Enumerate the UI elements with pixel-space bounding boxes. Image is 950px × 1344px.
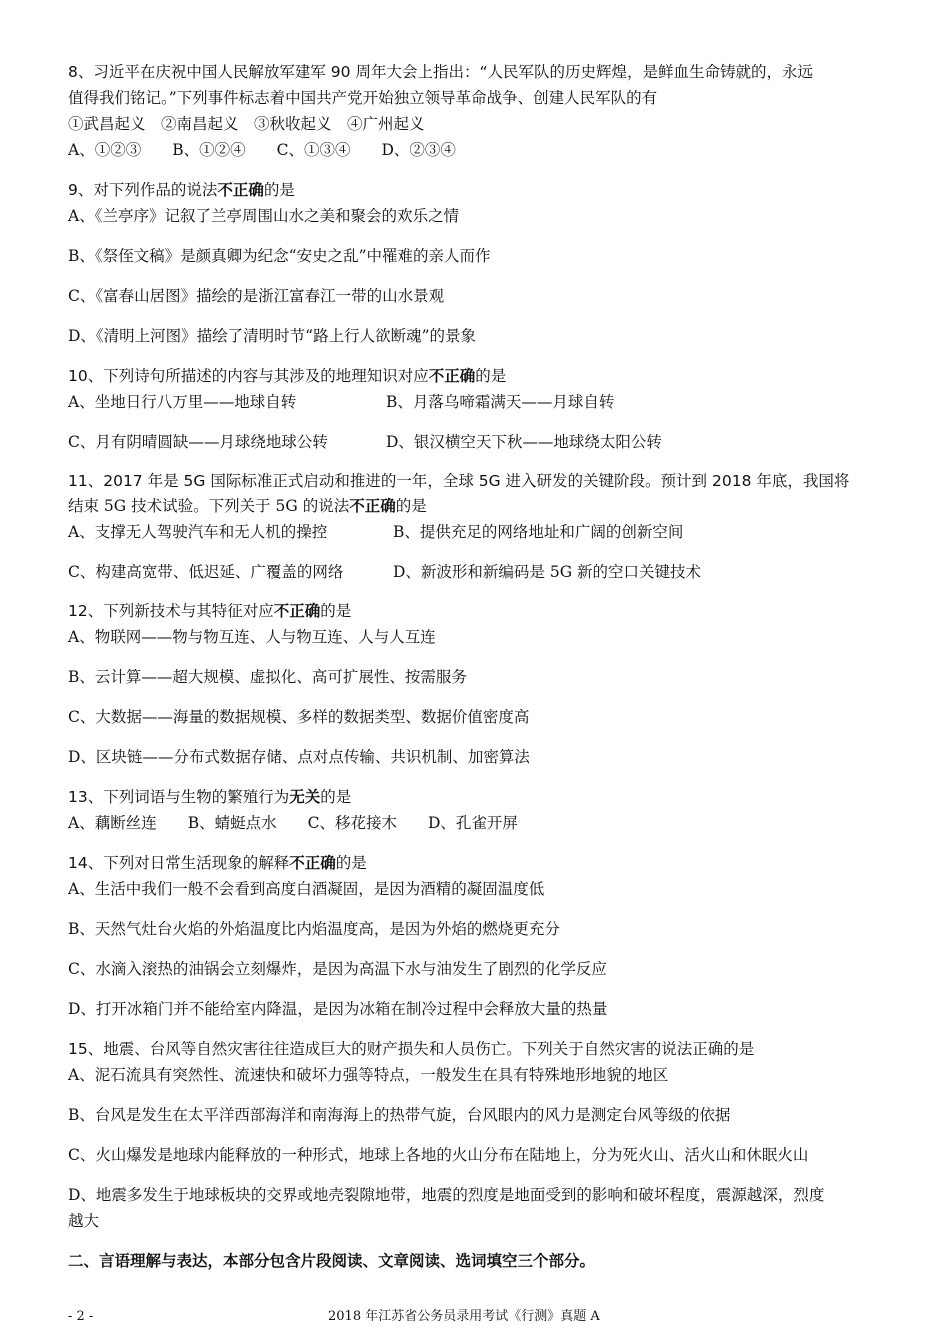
q9-stem-a: 9、对下列作品的说法: [68, 181, 218, 199]
q9-stem-emphasis: 不正确: [217, 181, 264, 199]
q11-option-b: B、提供充足的网络地址和广阔的创新空间: [393, 523, 684, 541]
q10-option-d: D、银汉横空天下秋——地球绕太阳公转: [386, 433, 662, 451]
q12-option-a: A、物联网——物与物互连、人与物互连、人与人互连: [68, 628, 436, 646]
q10-stem-a: 10、下列诗句所描述的内容与其涉及的地理知识对应: [68, 367, 429, 385]
q13-stem-b: 的是: [320, 788, 352, 806]
q14-option-c: C、水滴入滚热的油锅会立刻爆炸，是因为高温下水与油发生了剧烈的化学反应: [68, 960, 607, 978]
q9-stem-b: 的是: [263, 181, 295, 199]
q15-option-a: A、泥石流具有突然性、流速快和破坏力强等特点，一般发生在具有特殊地形地貌的地区: [68, 1066, 669, 1084]
q15-option-b: B、台风是发生在太平洋西部海洋和南海海上的热带气旋，台风眼内的风力是测定台风等级的依据: [68, 1106, 731, 1124]
q10-stem-emphasis: 不正确: [428, 367, 476, 385]
q10-option-b: B、月落乌啼霜满天——月球自转: [386, 393, 615, 411]
q11-stem-emphasis: 不正确: [349, 496, 396, 515]
q9-option-b: B、《祭侄文稿》是颜真卿为纪念“安史之乱”中罹难的亲人而作: [68, 247, 491, 265]
q12-stem-emphasis: 不正确: [273, 602, 321, 620]
q13-stem-a: 13、下列词语与生物的繁殖行为: [68, 788, 290, 806]
q8-stem-line2: 值得我们铭记。”下列事件标志着中国共产党开始独立领导革命战争、创建人民军队的有: [68, 89, 658, 107]
q12-option-b: B、云计算——超大规模、虚拟化、高可扩展性、按需服务: [68, 668, 467, 686]
q10-option-c: C、月有阴晴圆缺——月球绕地球公转: [68, 433, 328, 451]
q13-stem-emphasis: 无关: [289, 788, 321, 806]
q9-option-a: A、《兰亭序》记叙了兰亭周围山水之美和聚会的欢乐之情: [68, 207, 459, 225]
q11-option-d: D、新波形和新编码是 5G 新的空口关键技术: [393, 563, 702, 581]
q15-stem: 15、地震、台风等自然灾害往往造成巨大的财产损失和人员伤亡。下列关于自然灾害的说法正确的是: [68, 1040, 755, 1058]
q8-stem-line1: 8、习近平在庆祝中国人民解放军建军 90 周年大会上指出：“人民军队的历史辉煌，是鲜血生命铸就的，永远: [68, 63, 813, 81]
q8-items: ①武昌起义 ②南昌起义 ③秋收起义 ④广州起义: [68, 115, 425, 133]
q12-stem-a: 12、下列新技术与其特征对应: [68, 602, 274, 620]
q14-option-b: B、天然气灶台火焰的外焰温度比内焰温度高，是因为外焰的燃烧更充分: [68, 920, 560, 938]
q11-stem-a: 结束 5G 技术试验。下列关于 5G 的说法: [68, 497, 350, 515]
q11-stem-line2: [68, 496, 427, 516]
q9-option-c: C、《富春山居图》描绘的是浙江富春江一带的山水景观: [68, 287, 445, 305]
q14-stem-b: 的是: [335, 854, 367, 872]
q14-stem: [68, 853, 367, 873]
q12-stem: [68, 601, 351, 621]
page-number: - 2 -: [68, 1309, 94, 1324]
q11-option-a: A、支撑无人驾驶汽车和无人机的操控: [68, 523, 328, 541]
footer-title: 2018 年江苏省公务员录用考试《行测》真题 A: [328, 1309, 600, 1324]
q10-option-a: A、坐地日行八万里——地球自转: [68, 393, 297, 411]
q11-stem-line1: 11、2017 年是 5G 国际标准正式启动和推进的一年，全球 5G 进入研发的关键阶段。预计到 2018 年底，我国将: [68, 472, 850, 490]
q11-option-c: C、构建高宽带、低迟延、广覆盖的网络: [68, 563, 344, 581]
q9-stem: [68, 180, 295, 200]
q12-option-c: C、大数据——海量的数据规模、多样的数据类型、数据价值密度高: [68, 708, 530, 726]
q13-stem: [68, 787, 351, 807]
q8-options: A、①②③ B、①②④ C、①③④ D、②③④: [68, 141, 456, 159]
q15-option-d-line2: 越大: [68, 1212, 100, 1230]
section-heading: 二、言语理解与表达，本部分包含片段阅读、文章阅读、选词填空三个部分。: [68, 1252, 596, 1270]
q13-options: A、藕断丝连 B、蜻蜓点水 C、移花接木 D、孔雀开屏: [68, 814, 518, 832]
q12-stem-b: 的是: [320, 602, 352, 620]
q15-option-d-line1: D、地震多发生于地球板块的交界或地壳裂隙地带，地震的烈度是地面受到的影响和破坏程度，震源越深，烈度: [68, 1186, 825, 1204]
q14-option-a: A、生活中我们一般不会看到高度白酒凝固，是因为酒精的凝固温度低: [68, 880, 545, 898]
q14-stem-a: 14、下列对日常生活现象的解释: [68, 854, 290, 872]
q9-option-d: D、《清明上河图》描绘了清明时节“路上行人欲断魂”的景象: [68, 327, 477, 345]
q10-stem-b: 的是: [475, 367, 507, 385]
q12-option-d: D、区块链——分布式数据存储、点对点传输、共识机制、加密算法: [68, 748, 530, 766]
q10-stem: [68, 366, 506, 386]
q14-stem-emphasis: 不正确: [289, 854, 336, 872]
q11-stem-b: 的是: [395, 497, 427, 515]
q14-option-d: D、打开冰箱门并不能给室内降温，是因为冰箱在制冷过程中会释放大量的热量: [68, 1000, 608, 1018]
q15-option-c: C、火山爆发是地球内能释放的一种形式，地球上各地的火山分布在陆地上，分为死火山、活火山和休眠火山: [68, 1146, 809, 1164]
